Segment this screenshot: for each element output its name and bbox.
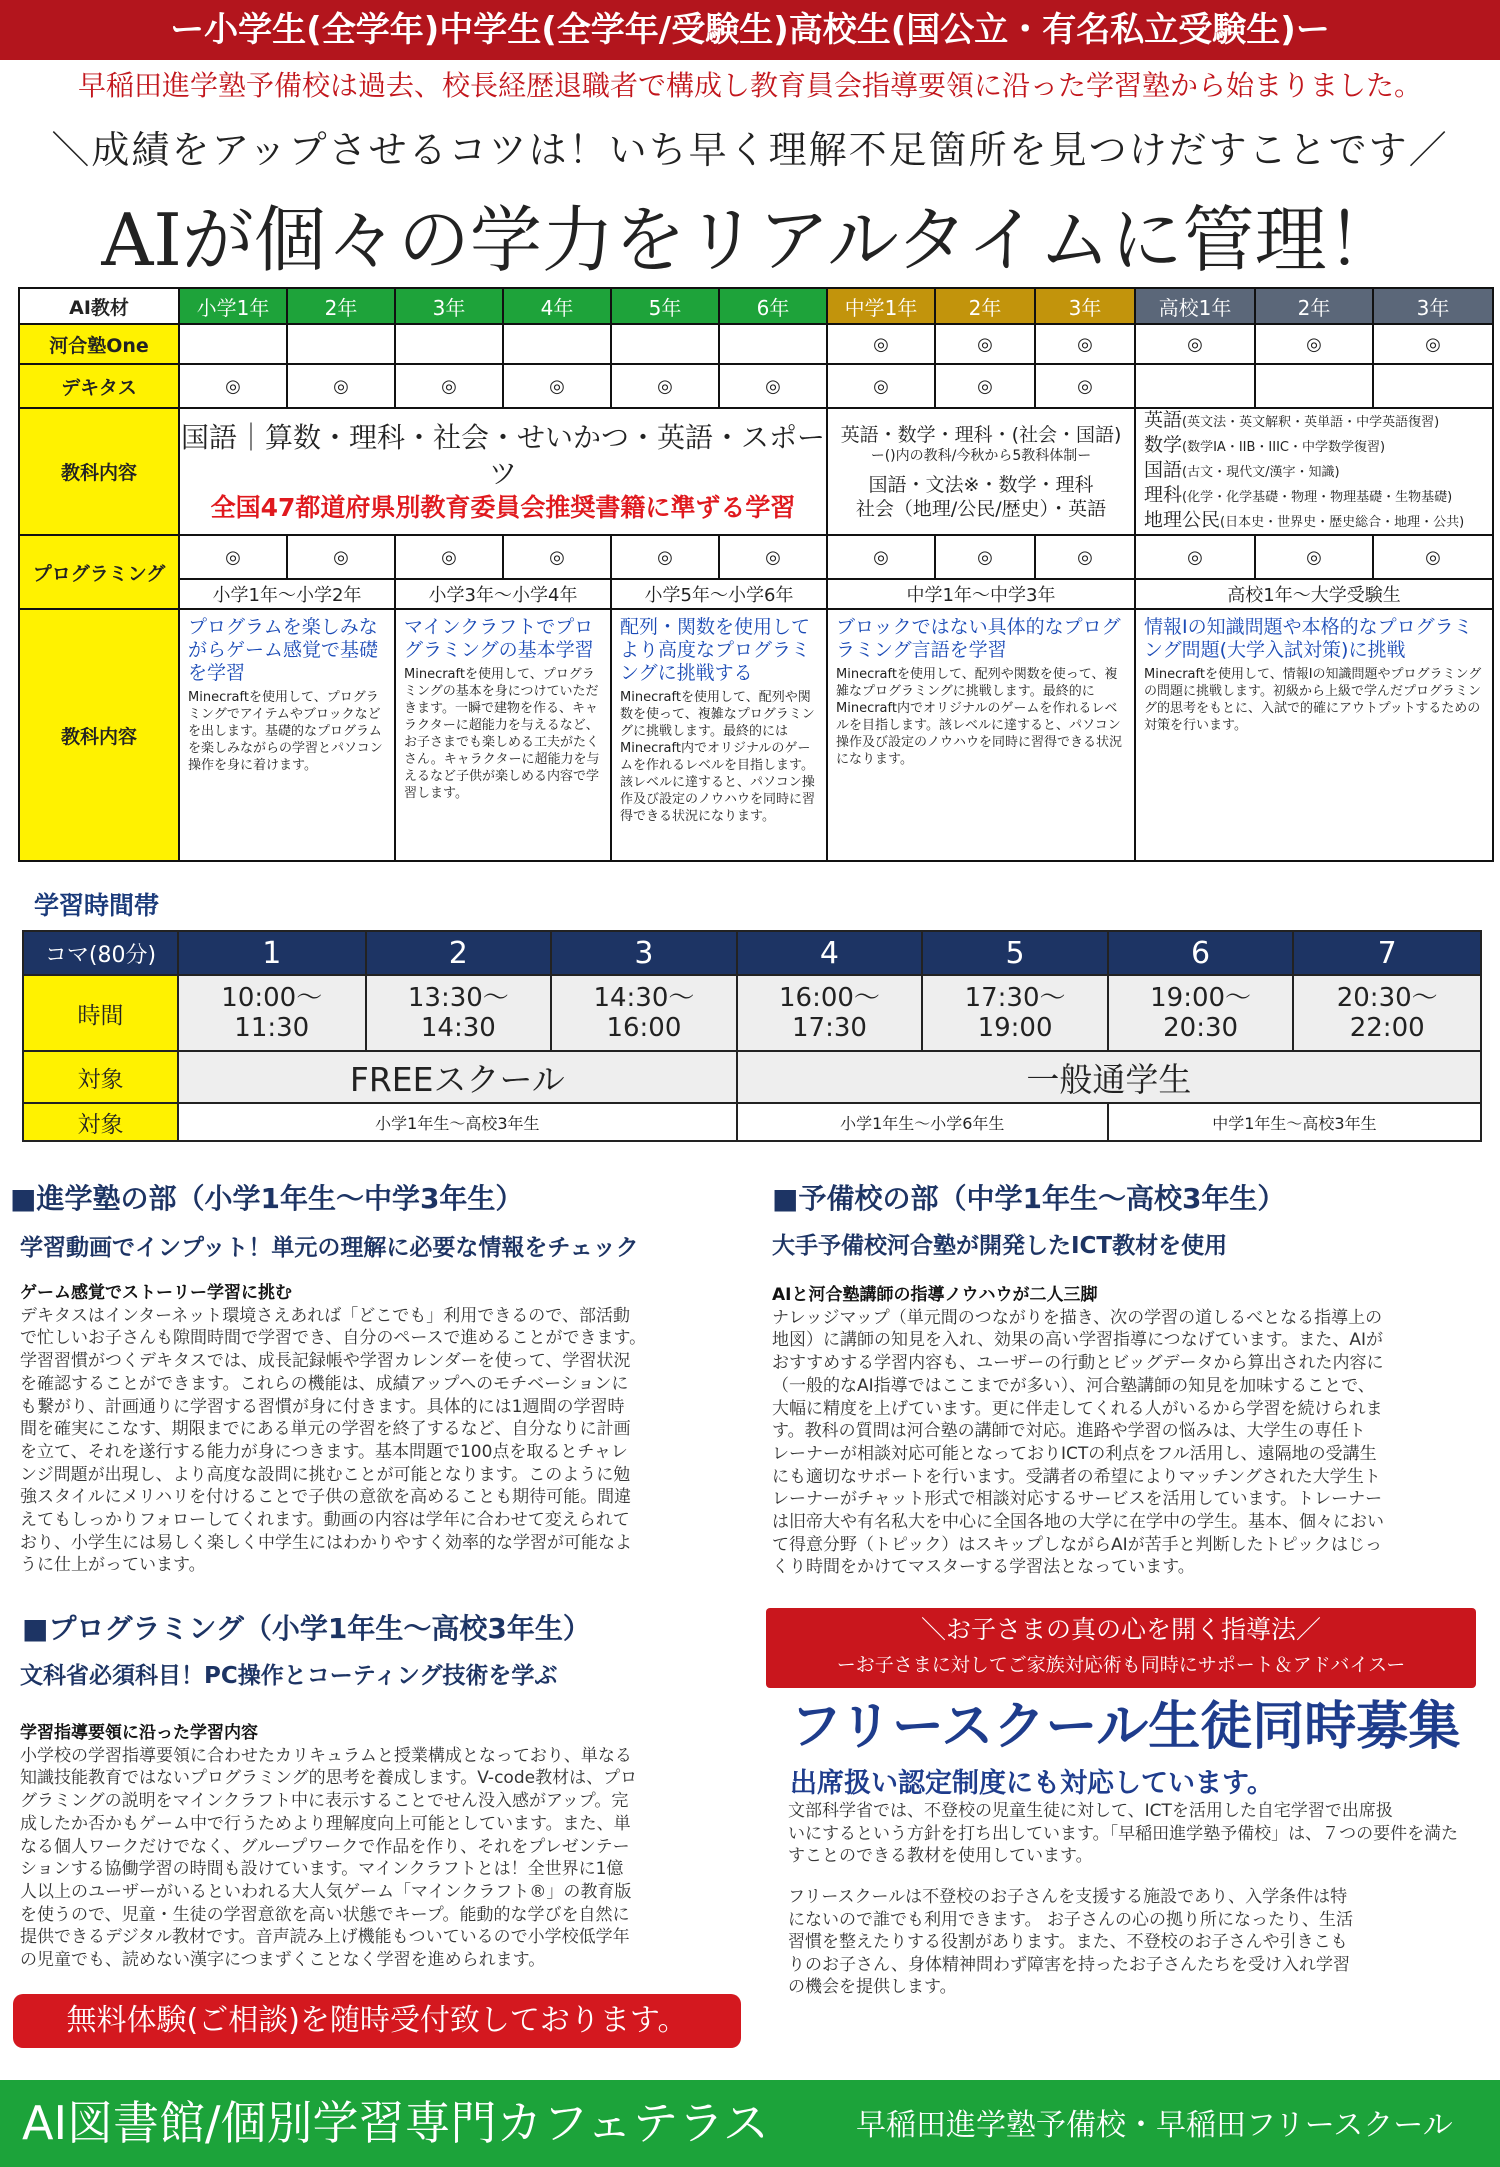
grade-h1: 高校1年 xyxy=(1135,288,1255,324)
para-line: 大幅に精度を上げています。更に伴走してくれる人がいるから学習を続けられま xyxy=(772,1398,1383,1419)
range-cell: 小学5年〜小学6年 xyxy=(611,579,827,609)
para-line: フリースクールは不登校のお子さんを支援する施設であり、入学条件は特 xyxy=(788,1887,1348,1907)
time-end: 17:30 xyxy=(792,1013,867,1043)
time-cell xyxy=(366,975,552,1051)
row-label-dekitasu: デキタス xyxy=(19,364,179,408)
para-line: なる個人ワークだけでなく、グループワークで作品を作り、それをプレゼンテー xyxy=(20,1836,630,1857)
para-line: 地図）に講師の知見を入れ、効果の高い学習指導につなげています。また、AIが xyxy=(772,1330,1383,1351)
mark: ◎ xyxy=(1035,364,1135,408)
para-line: 人以上のユーザーがいるといわれる大人気ゲーム「マインクラフト®」の教育版 xyxy=(20,1881,632,1902)
mark: ◎ xyxy=(1373,535,1493,579)
grade-e1: 小学1年 xyxy=(179,288,287,324)
time-start: 14:30〜 xyxy=(593,983,695,1013)
schedule-title: 学習時間帯 xyxy=(34,891,160,920)
mark: ◎ xyxy=(827,364,935,408)
mark: ◎ xyxy=(935,364,1035,408)
high-subjects-cell xyxy=(1135,408,1493,535)
para-line: 成したか否かもゲーム中で行うためより理解度向上可能としています。また、単 xyxy=(20,1813,631,1834)
middle-detail-2: 社会（地理/公民/歴史）・英語 xyxy=(855,497,1107,520)
program-title: ブロックではない具体的なプログラミング言語を学習 xyxy=(836,616,1121,661)
target-range: 小学1年生〜高校3年生 xyxy=(178,1103,737,1141)
grade-e4: 4年 xyxy=(503,288,611,324)
slogan: ＼成績をアップさせるコツは！いち早く理解不足箇所を見つけだすことです／ xyxy=(51,128,1449,172)
high-subject: 理科 xyxy=(1144,484,1183,506)
target-range: 小学1年生〜小学6年生 xyxy=(737,1103,1108,1141)
period-number: 7 xyxy=(1293,931,1481,975)
programming-paragraph xyxy=(20,1722,740,1972)
juku-section-title: ■進学塾の部（小学1年生〜中学3年生） xyxy=(10,1182,524,1215)
guidance-banner xyxy=(766,1608,1476,1688)
para-line: すことのできる教材を使用しています。 xyxy=(788,1846,1093,1866)
program-title: プログラムを楽しみながらゲーム感覚で基礎を学習 xyxy=(188,616,379,684)
mark: ◎ xyxy=(611,364,719,408)
para-line: は旧帝大や有名私大を中心に全国各地の大学に在学中の学生。基本、個々におい xyxy=(772,1512,1384,1533)
para-line: ナレッジマップ（単元間のつながりを描き、次の学習の道しるべとなる指導上の xyxy=(772,1307,1383,1328)
target-range: 中学1年生〜高校3年生 xyxy=(1108,1103,1481,1141)
yobiko-section-title: ■予備校の部（中学1年生〜高校3年生） xyxy=(772,1182,1286,1215)
mark: ◎ xyxy=(719,535,827,579)
high-subject-line xyxy=(1136,434,1492,459)
para-line: デキタスはインターネット環境さえあれば「どこでも」利用できるので、部活動 xyxy=(20,1305,630,1326)
mark: ◎ xyxy=(1135,535,1255,579)
para-line: を立て、それを遂行する能力が身につきます。基本問題で100点を取るとチャレ xyxy=(20,1441,628,1462)
koma-label: コマ(80分) xyxy=(23,931,178,975)
high-subject-detail: (古文・現代文/漢字・知識) xyxy=(1182,465,1340,480)
high-subject-line xyxy=(1136,484,1492,509)
time-end: 22:00 xyxy=(1349,1013,1425,1043)
range-cell: 中学1年〜中学3年 xyxy=(827,579,1135,609)
program-cell xyxy=(395,609,611,861)
guidance-subtitle: ーお子さまに対してご家族対応術も同時にサポート＆アドバイスー xyxy=(836,1654,1406,1676)
mark: ◎ xyxy=(179,535,287,579)
time-end: 20:30 xyxy=(1163,1013,1239,1043)
para-line: 提供できるデジタル教材です。音声読み上げ機能もついているので小学校低学年 xyxy=(20,1927,630,1948)
corner-cell: AI教材 xyxy=(19,288,179,324)
program-title: 配列・関数を使用してより高度なプログラミングに挑戦する xyxy=(620,616,811,684)
grade-e6: 6年 xyxy=(719,288,827,324)
middle-subjects-cell xyxy=(827,408,1135,535)
time-end: 16:00 xyxy=(606,1013,682,1043)
middle-note: ー()内の教科/今秋から5教科体制ー xyxy=(870,447,1092,464)
mark: ◎ xyxy=(827,535,935,579)
period-number: 3 xyxy=(551,931,737,975)
grade-e5: 5年 xyxy=(611,288,719,324)
para-line: 学習習慣がつくデキタスでは、成長記録帳や学習カレンダーを使って、学習状況 xyxy=(20,1351,631,1372)
middle-subjects: 英語・数学・理科・(社会・国語) xyxy=(840,423,1122,446)
para-line: で忙しいお子さんも隙間時間で学習でき、自分のペースで進めることができます。 xyxy=(20,1328,647,1349)
mark: ◎ xyxy=(935,324,1035,364)
high-subject-detail: (化学・化学基礎・物理・物理基礎・生物基礎) xyxy=(1182,490,1453,505)
program-body: Minecraftを使用して、プログラミングの基本を身につけていただきます。一瞬で建物を作る、キャラクターに超能力を与えるなど、お子さまでも楽しめる工夫がたくさん。キャラクターに超能力を与えるなど子供が楽しめる内容で学習します。 xyxy=(404,667,600,801)
mark: ◎ xyxy=(1035,535,1135,579)
time-cell xyxy=(1108,975,1294,1051)
para-line: ションする協働学習の時間も設けています。マインクラフトとは！全世界に1億 xyxy=(20,1859,624,1880)
para-line: も繋がり、計画通りに学習する習慣が身に付きます。具体的には1週間の学習時 xyxy=(20,1396,625,1417)
para-line: にも適切なサポートを行います。受講者の希望によりマッチングされた大学生ト xyxy=(772,1466,1381,1487)
para-line: す。教科の質問は河合塾の講師で対応。進路や学習の悩みは、大学生の専任ト xyxy=(772,1421,1366,1442)
time-label: 時間 xyxy=(23,975,178,1051)
grade-h2: 2年 xyxy=(1255,288,1373,324)
time-start: 17:30〜 xyxy=(964,983,1066,1013)
row-label-subject: 教科内容 xyxy=(19,408,179,535)
grade-m1: 中学1年 xyxy=(827,288,935,324)
para-line: レーナーが相談対応可能となっておりICTの利点をフル活用し、遠隔地の受講生 xyxy=(772,1443,1377,1464)
yobiko-subtitle: 大手予備校河合塾が開発したICT教材を使用 xyxy=(772,1233,1228,1259)
general-student-cell: 一般通学生 xyxy=(737,1051,1481,1103)
para-line: 小学校の学習指導要領に合わせたカリキュラムと授業構成となっており、単なる xyxy=(20,1745,632,1766)
para-line: グラミングの説明をマインクラフト中に表示することでせん没入感がアップ。完 xyxy=(20,1791,629,1812)
para-title: 学習指導要領に沿った学習内容 xyxy=(20,1723,258,1743)
intro-text: 早稲田進学塾予備校は過去、校長経歴退職者で構成し教育員会指導要領に沿った学習塾から始まりました。 xyxy=(77,69,1422,102)
program-cell xyxy=(1135,609,1493,861)
time-cell xyxy=(178,975,366,1051)
para-title: AIと河合塾講師の指導ノウハウが二人三脚 xyxy=(772,1285,1098,1305)
curriculum-table xyxy=(18,287,1494,862)
mark: ◎ xyxy=(503,535,611,579)
elementary-note: 全国47都道府県別教育委員会推奨書籍に準ずる学習 xyxy=(210,492,796,522)
time-start: 13:30〜 xyxy=(407,983,509,1013)
high-subject-line xyxy=(1136,509,1492,534)
mark: ◎ xyxy=(827,324,935,364)
elementary-subjects-cell xyxy=(179,408,827,535)
program-body: Minecraftを使用して、配列や関数を使って、複雑なプログラミングに挑戦します。最終的にMinecraft内でオリジナルのゲームを作れるレベルを目指します。該レベルに達すると、パソコン操作及び設定のノウハウを同時に習得できる状況になります。 xyxy=(836,667,1123,767)
para-line: て得意分野（トピック）はスキップしながらAIが苦手と判断したトピックはじっ xyxy=(772,1534,1382,1555)
grade-h3: 3年 xyxy=(1373,288,1493,324)
top-banner: ー小学生(全学年)中学生(全学年/受験生)高校生(国公立・有名私立受験生)ー xyxy=(0,0,1500,60)
mark: ◎ xyxy=(611,535,719,579)
para-line: おり、小学生には易しく楽しく中学生にはわかりやすく効率的な学習が可能なよ xyxy=(20,1532,632,1553)
high-subject-detail: (日本史・世界史・歴史総合・地理・公共) xyxy=(1220,515,1465,530)
para-line: 文部科学省では、不登校の児童生徒に対して、ICTを活用した自宅学習で出席扱 xyxy=(788,1801,1393,1821)
time-start: 20:30〜 xyxy=(1336,983,1438,1013)
grade-e3: 3年 xyxy=(395,288,503,324)
high-subject-detail: (数学IA・IIB・IIIC・中学数学復習) xyxy=(1182,440,1386,455)
mark: ◎ xyxy=(1135,324,1255,364)
high-subject: 英語 xyxy=(1144,409,1183,431)
mark: ◎ xyxy=(395,364,503,408)
period-number: 4 xyxy=(737,931,923,975)
time-cell xyxy=(551,975,737,1051)
para-line: 習慣を整えたりする役割があります。また、不登校のお子さんや引きこも xyxy=(788,1932,1348,1952)
grade-m3: 3年 xyxy=(1035,288,1135,324)
time-cell xyxy=(737,975,923,1051)
time-end: 19:00 xyxy=(977,1013,1053,1043)
middle-detail-1: 国語・文法※・数学・理科 xyxy=(868,473,1094,496)
para-line: ンジ問題が出現し、より高度な設問に挑むことが可能となります。このように勉 xyxy=(20,1464,631,1485)
high-subject: 地理公民 xyxy=(1144,509,1221,531)
program-title: マインクラフトでプログラミングの基本学習 xyxy=(404,616,594,661)
grade-m2: 2年 xyxy=(935,288,1035,324)
para-line: の機会を提供します。 xyxy=(788,1977,957,1997)
time-start: 19:00〜 xyxy=(1150,983,1252,1013)
programming-section-title: ■プログラミング（小学1年生〜高校3年生） xyxy=(22,1612,591,1645)
para-line: レーナーがチャット形式で相談対応するサービスを活用しています。トレーナー xyxy=(772,1489,1383,1510)
programming-subtitle: 文科省必須科目！PC操作とコーティング技術を学ぶ xyxy=(20,1663,558,1689)
para-line: を確認することができます。これらの機能は、成績アップへのモチベーションに xyxy=(20,1373,629,1394)
row-label-kawai: 河合塾One xyxy=(19,324,179,364)
para-line: うに仕上がっています。 xyxy=(20,1555,206,1576)
program-body: Minecraftを使用して、配列や関数を使って、複雑なプログラミングに挑戦します。最終的にはMinecraft内でオリジナルのゲームを作れるレベルを目指します。該レベルに達すると、パソコン操作及び設定のノウハウを同時に習得できる状況になります。 xyxy=(620,690,816,824)
time-cell xyxy=(922,975,1108,1051)
program-cell xyxy=(179,609,395,861)
target-label: 対象 xyxy=(23,1103,178,1141)
time-end: 14:30 xyxy=(420,1013,496,1043)
period-number: 2 xyxy=(366,931,552,975)
yobiko-paragraph xyxy=(772,1284,1484,1579)
mark: ◎ xyxy=(503,364,611,408)
mark: ◎ xyxy=(1035,324,1135,364)
para-line: くり時間をかけてマスターする学習法となっています。 xyxy=(772,1557,1195,1578)
mark: ◎ xyxy=(287,535,395,579)
mark: ◎ xyxy=(1373,324,1493,364)
para-line: を使うので、児童・生徒の学習意欲を高い状態でキープ。能動的な学びを自然に xyxy=(20,1904,630,1925)
free-school-title: フリースクール生徒同時募集 xyxy=(790,1697,1461,1757)
para-line: にないので誰でも利用できます。 お子さんの心の拠り所になったり、生活 xyxy=(788,1909,1354,1930)
mark: ◎ xyxy=(1255,324,1373,364)
target-label: 対象 xyxy=(23,1051,178,1103)
time-start: 10:00〜 xyxy=(221,983,323,1013)
time-cell xyxy=(1293,975,1481,1051)
range-cell: 高校1年〜大学受験生 xyxy=(1135,579,1493,609)
para-title: ゲーム感覚でストーリー学習に挑む xyxy=(20,1283,292,1303)
para-line: の児童でも、読めない漢字につまずくことなく学習を進められます。 xyxy=(20,1950,546,1971)
free-school-paragraph-2 xyxy=(788,1886,1478,1999)
mark: ◎ xyxy=(287,364,395,408)
para-line: （一般的なAI指導ではここまでが多い）、河合塾講師の知見を加味することで、 xyxy=(772,1375,1375,1396)
para-line: りのお子さん、身体精神問わず障害を持ったお子さんたちを受け入れ学習 xyxy=(788,1954,1351,1975)
high-subject-line xyxy=(1136,409,1492,434)
para-line: おすすめする学習内容も、ユーザーの行動とビッグデータから算出された内容に xyxy=(772,1353,1384,1374)
range-cell: 小学3年〜小学4年 xyxy=(395,579,611,609)
range-cell: 小学1年〜小学2年 xyxy=(179,579,395,609)
program-body: Minecraftを使用して、情報Ⅰの知識問題やプログラミングの問題に挑戦します。初級から上級で学んだプログラミング的思考をもとに、入試で的確にアウトプットするための対策を行います。 xyxy=(1144,667,1482,733)
footer-sub: 早稲田進学塾予備校・早稲田フリースクール xyxy=(856,2108,1453,2143)
program-cell xyxy=(827,609,1135,861)
footer-main: AI図書館/個別学習専門カフェテラス xyxy=(22,2096,769,2150)
period-number: 5 xyxy=(922,931,1108,975)
para-line: 強スタイルにメリハリを付けることで子供の意欲を高めることも期待可能。間違 xyxy=(20,1487,632,1508)
mark: ◎ xyxy=(179,364,287,408)
high-subject-line xyxy=(1136,459,1492,484)
program-cell xyxy=(611,609,827,861)
footer-bar xyxy=(0,2080,1500,2167)
high-subject: 数学 xyxy=(1144,434,1183,456)
high-subject: 国語 xyxy=(1144,459,1183,481)
juku-paragraph xyxy=(20,1282,740,1577)
elementary-subjects: 国語｜算数・理科・社会・せいかつ・英語・スポーツ xyxy=(180,420,825,490)
time-start: 16:00〜 xyxy=(779,983,880,1013)
grade-e2: 2年 xyxy=(287,288,395,324)
free-school-cell: FREEスクール xyxy=(178,1051,737,1103)
mark: ◎ xyxy=(935,535,1035,579)
time-end: 11:30 xyxy=(234,1013,310,1043)
free-trial-button[interactable]: 無料体験(ご相談)を随時受付致しております。 xyxy=(13,1994,741,2048)
para-line: いにするという方針を打ち出しています。「早稲田進学塾予備校」は、７つの要件を満た xyxy=(788,1823,1459,1844)
para-line: えてもしっかりフォローしてくれます。動画の内容は学年に合わせて変えられて xyxy=(20,1510,630,1531)
guidance-title: ＼お子さまの真の心を開く指導法／ xyxy=(920,1615,1321,1644)
mark: ◎ xyxy=(719,364,827,408)
row-label-content: 教科内容 xyxy=(19,609,179,861)
program-title: 情報Ⅰの知識問題や本格的なプログラミング問題(大学入試対策)に挑戦 xyxy=(1144,616,1473,661)
headline: AIが個々の学力をリアルタイムに管理！ xyxy=(101,198,1399,282)
free-school-paragraph-1 xyxy=(788,1800,1478,1868)
schedule-table xyxy=(22,930,1482,1142)
program-body: Minecraftを使用して、プログラミングでアイテムやブロックなどを出します。基礎的なプログラムを楽しみながらの学習とパソコン操作を身に着けます。 xyxy=(188,690,383,773)
juku-subtitle: 学習動画でインプット！単元の理解に必要な情報をチェック xyxy=(20,1235,639,1261)
free-school-subtitle: 出席扱い認定制度にも対応しています。 xyxy=(790,1768,1274,1799)
para-line: 間を確実にこなす、期限までにある単元の学習を終了するなど、自分なりに計画 xyxy=(20,1419,631,1440)
row-label-programming: プログラミング xyxy=(19,535,179,609)
para-line: 知識技能教育ではないプログラミング的思考を養成します。V-code教材は、プロ xyxy=(20,1768,638,1789)
period-number: 6 xyxy=(1108,931,1294,975)
mark: ◎ xyxy=(1255,535,1373,579)
mark: ◎ xyxy=(395,535,503,579)
high-subject-detail: (英文法・英文解釈・英単語・中学英語復習) xyxy=(1182,415,1440,430)
period-number: 1 xyxy=(178,931,366,975)
